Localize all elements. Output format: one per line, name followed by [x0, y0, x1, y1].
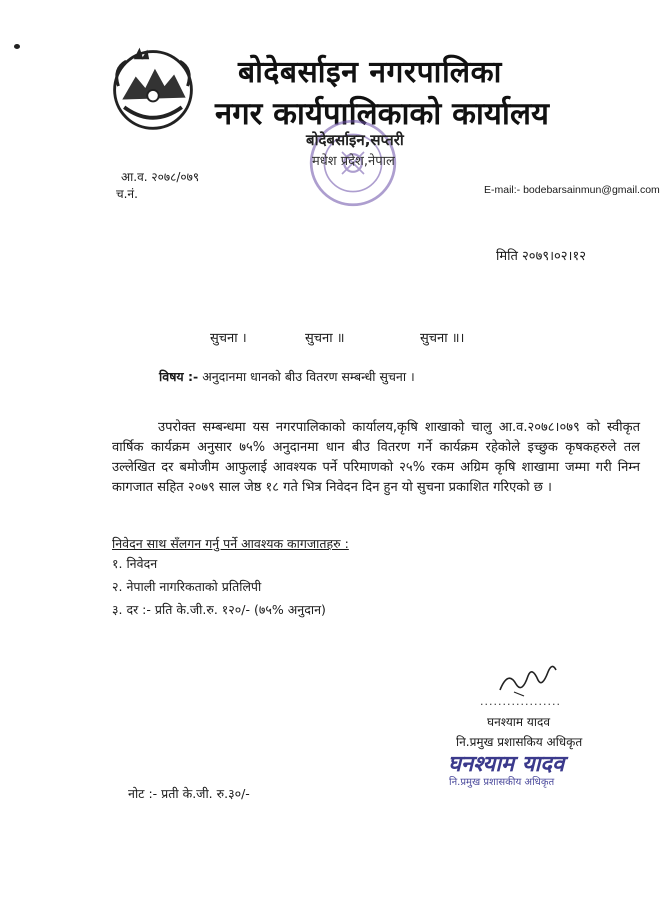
notice-heading-1: सुचना ।: [210, 331, 247, 346]
attachment-item: १. निवेदन: [112, 556, 158, 571]
address-line-2: मधेश प्रदेश,नेपाल: [312, 154, 395, 169]
name-stamp: घनश्याम यादव: [448, 752, 565, 777]
subject-text: अनुदानमा धानको बीउ वितरण सम्बन्धी सुचना ।: [202, 369, 415, 384]
attachment-item: २. नेपाली नागरिकताको प्रतिलिपी: [112, 579, 262, 594]
scan-speck: [14, 44, 20, 49]
signature-icon: [494, 650, 564, 700]
attachments-title: निवेदन साथ सँलगन गर्नु पर्ने आवश्यक कागजातहरु :: [112, 536, 349, 551]
nepal-government-emblem-icon: [104, 40, 202, 136]
municipality-name: बोदेबर्साइन नगरपालिका: [238, 55, 502, 90]
signature-line: ..................: [480, 695, 561, 708]
address-line-1: बोदेबर्साइन,सप्तरी: [306, 131, 404, 149]
subject-line: [159, 368, 415, 385]
office-name: नगर कार्यपालिकाको कार्यालय: [215, 96, 549, 132]
subject-label: विषय :-: [159, 369, 199, 384]
reference-number: च.नं.: [116, 187, 138, 201]
notice-heading-2: सुचना ॥: [305, 331, 345, 346]
date: मिति २०७९।०२।१२: [496, 249, 586, 264]
email-address: E-mail:- bodebarsainmun@gmail.com: [484, 184, 660, 196]
notice-heading-3: सुचना ॥।: [420, 331, 465, 346]
name-stamp-post: नि.प्रमुख प्रशासकीय अधिकृत: [449, 777, 555, 788]
footnote: नोट :- प्रती के.जी. रु.३०/-: [128, 786, 250, 801]
signatory-name: घनश्याम यादव: [487, 715, 551, 729]
notice-body: उपरोक्त सम्बन्धमा यस नगरपालिकाको कार्यालय,कृषि शाखाको चालु आ.व.२०७८।०७९ को स्वीकृत वार्षिक कार्यक्रम अनुसार ७५% अनुदानमा धान बीउ वितरण गर्ने कार्यक्रम रहेकोले इच्छुक कृषकहरुले तल उल्लेखित दर बमोजीम आफुलाई आवश्यक पर्ने परिमाणको २५% रकम अग्रिम कृषि शाखामा जम्मा गरी निम्न कागजात सहित २०७९ साल जेष्ठ १८ गते भित्र निवेदन दिन हुन यो सुचना प्रकाशित गरिएको छ ।: [112, 420, 640, 495]
signatory-post: नि.प्रमुख प्रशासकिय अधिकृत: [456, 735, 583, 749]
attachment-item: ३. दर :- प्रति के.जी.रु. १२०/- (७५% अनुदान): [112, 602, 326, 617]
fiscal-year: आ.व. २०७८/०७९: [121, 170, 200, 184]
